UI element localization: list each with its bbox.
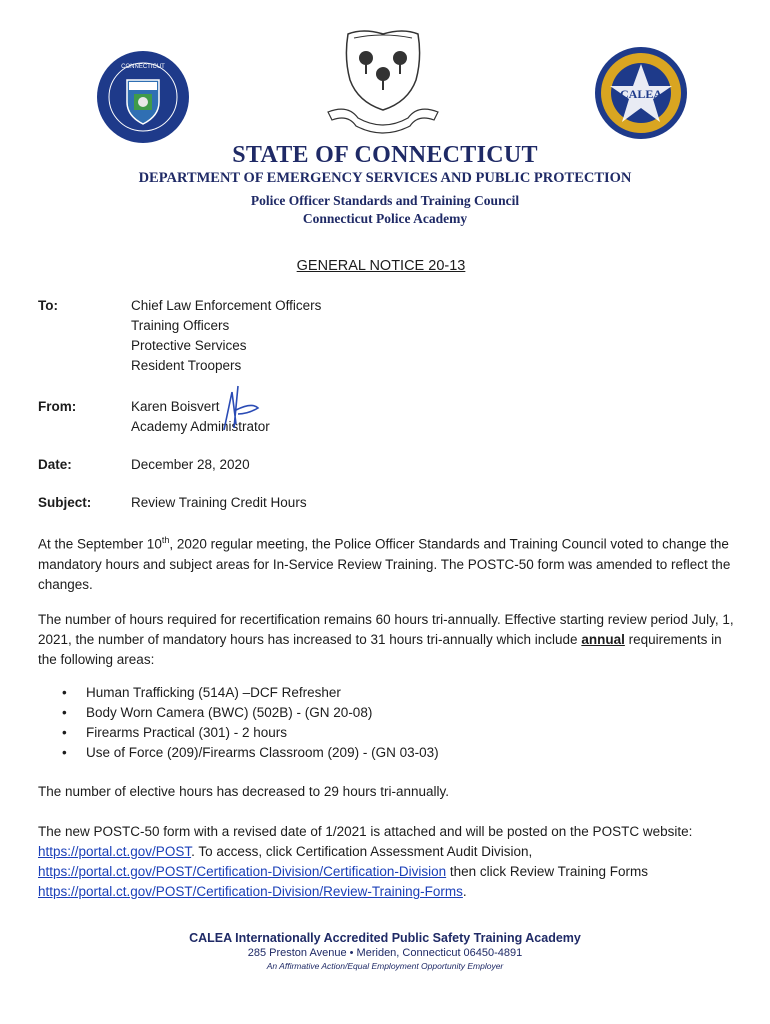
calea-seal-logo bbox=[594, 46, 688, 140]
to-label: To: bbox=[38, 298, 58, 313]
paragraph-meeting: At the September 10th, 2020 regular meeting, the Police Officer Standards and Training Council voted to change the mandatory hours and subject areas for In-Service Review Training. The POSTC-50 form was amended to reflect the changes. bbox=[38, 535, 731, 592]
from-label: From: bbox=[38, 399, 77, 414]
footer-accreditation: CALEA Internationally Accredited Public Safety Training Academy bbox=[189, 931, 581, 945]
requirements-list bbox=[62, 683, 439, 763]
svg-text:CALEA: CALEA bbox=[619, 87, 663, 101]
notice-title: GENERAL NOTICE 20-13 bbox=[296, 258, 466, 274]
to-recipients bbox=[131, 296, 321, 376]
certification-division-link[interactable]: https://portal.ct.gov/POST/Certification-Division/Certification-Division bbox=[38, 864, 447, 879]
list-item: • Firearms Practical (301) - 2 hours bbox=[62, 723, 439, 743]
council-name: Police Officer Standards and Training Council bbox=[250, 193, 520, 208]
paragraph-elective: The number of elective hours has decreased to 29 hours tri-annually. bbox=[38, 784, 449, 799]
subject-value: Review Training Credit Hours bbox=[131, 495, 307, 510]
subject-label: Subject: bbox=[38, 495, 92, 510]
signature-image bbox=[218, 384, 262, 434]
footer-address: 285 Preston Avenue • Meriden, Connecticut 06450-4891 bbox=[247, 947, 523, 959]
list-item: • Human Trafficking (514A) –DCF Refresher bbox=[62, 683, 439, 703]
list-item: • Body Worn Camera (BWC) (502B) - (GN 20-08) bbox=[62, 703, 439, 723]
department-title: DEPARTMENT OF EMERGENCY SERVICES AND PUBLIC PROTECTION bbox=[138, 170, 632, 186]
paragraph-hours: The number of hours required for recertification remains 60 hours tri-annually. Effective starting review period July, 1, 2021, the number of mandatory hours has increased to 31 hours tri-annually which include annual requirements in the following areas: bbox=[38, 612, 734, 667]
paragraph-form: The new POSTC-50 form with a revised date of 1/2021 is attached and will be posted on the POSTC website: https://portal.ct.gov/POST. To access, click Certification Assessment Audit Division, https://portal.ct.gov/POST/Certification-Division/Certification-Division then click Review Training Forms https://portal.ct.gov/POST/Certification-Division/Review-Training-Forms. bbox=[38, 824, 693, 899]
footer-eoe: An Affirmative Action/Equal Employment Opportunity Employer bbox=[266, 961, 504, 971]
list-item: • Use of Force (209)/Firearms Classroom (209) - (GN 03-03) bbox=[62, 743, 439, 763]
date-value: December 28, 2020 bbox=[131, 457, 250, 472]
academy-name: Connecticut Police Academy bbox=[302, 211, 468, 226]
sender-name: Karen Boisvert bbox=[131, 399, 220, 414]
recipient: Chief Law Enforcement Officers bbox=[131, 298, 322, 313]
recipient: Protective Services bbox=[131, 338, 247, 353]
svg-text:CONNECTICUT: CONNECTICUT bbox=[121, 64, 165, 70]
recipient: Training Officers bbox=[131, 318, 230, 333]
recipient: Resident Troopers bbox=[131, 358, 242, 373]
annual-emphasis: annual bbox=[581, 632, 625, 647]
state-seal-logo bbox=[318, 28, 448, 140]
sender-title: Academy Administrator bbox=[131, 419, 270, 434]
review-training-forms-link[interactable]: https://portal.ct.gov/POST/Certification-Division/Review-Training-Forms bbox=[38, 884, 463, 899]
post-website-link[interactable]: https://portal.ct.gov/POST bbox=[38, 844, 192, 859]
post-seal-logo bbox=[96, 50, 190, 144]
state-title: STATE OF CONNECTICUT bbox=[232, 142, 538, 168]
date-label: Date: bbox=[38, 457, 72, 472]
